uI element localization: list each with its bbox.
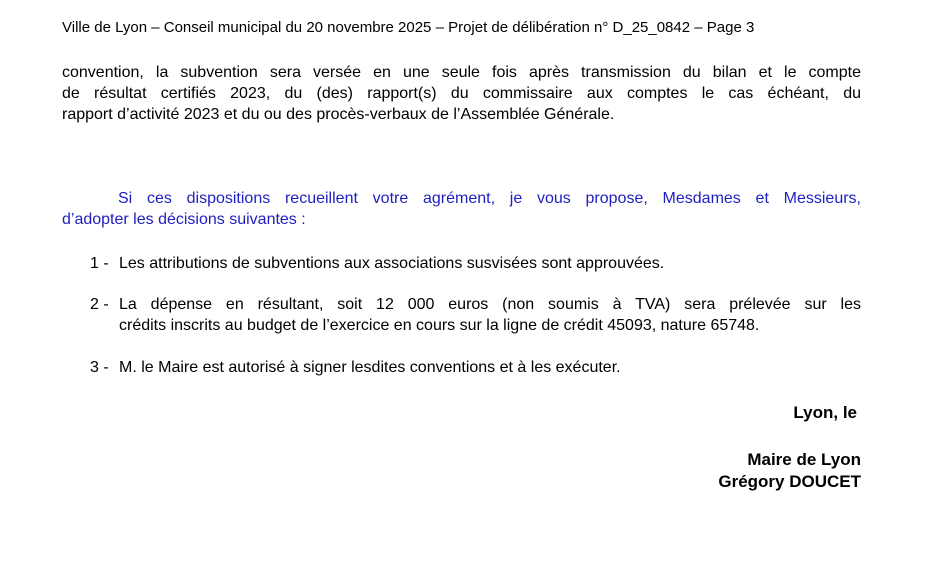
proposal-paragraph bbox=[62, 188, 861, 230]
signature-place: Lyon, le bbox=[793, 403, 857, 422]
decision-number: 2 - bbox=[90, 296, 109, 313]
decision-line: M. le Maire est autorisé à signer lesdites conventions et à les exécuter. bbox=[119, 359, 621, 376]
intro-paragraph bbox=[62, 62, 861, 125]
decision-line: crédits inscrits au budget de l’exercice en cours sur la ligne de crédit 45093, nature 65748. bbox=[119, 317, 760, 334]
decision-text bbox=[119, 357, 861, 378]
page-header: Ville de Lyon – Conseil municipal du 20 novembre 2025 – Projet de délibération n° D_25_0842 – Page 3 bbox=[62, 19, 755, 36]
proposal-line: d’adopter les décisions suivantes : bbox=[62, 211, 306, 228]
intro-line: de résultat certifiés 2023, du (des) rapport(s) du commissaire aux comptes le cas échéant, du bbox=[62, 85, 861, 102]
proposal-line: Si ces dispositions recueillent votre agrément, je vous propose, Mesdames et Messieurs, bbox=[118, 190, 861, 207]
intro-line: rapport d’activité 2023 et du ou des procès-verbaux de l’Assemblée Générale. bbox=[62, 106, 615, 123]
signature-title: Maire de Lyon bbox=[747, 450, 861, 469]
decision-text bbox=[119, 253, 861, 274]
decision-number: 1 - bbox=[90, 255, 109, 272]
decision-line: Les attributions de subventions aux associations susvisées sont approuvées. bbox=[119, 255, 665, 272]
signature-name: Grégory DOUCET bbox=[718, 472, 861, 491]
intro-line: convention, la subvention sera versée en une seule fois après transmission du bilan et le compte bbox=[62, 64, 861, 81]
decision-text bbox=[119, 294, 861, 336]
decision-line: La dépense en résultant, soit 12 000 euros (non soumis à TVA) sera prélevée sur les bbox=[119, 296, 861, 313]
decision-number: 3 - bbox=[90, 359, 109, 376]
